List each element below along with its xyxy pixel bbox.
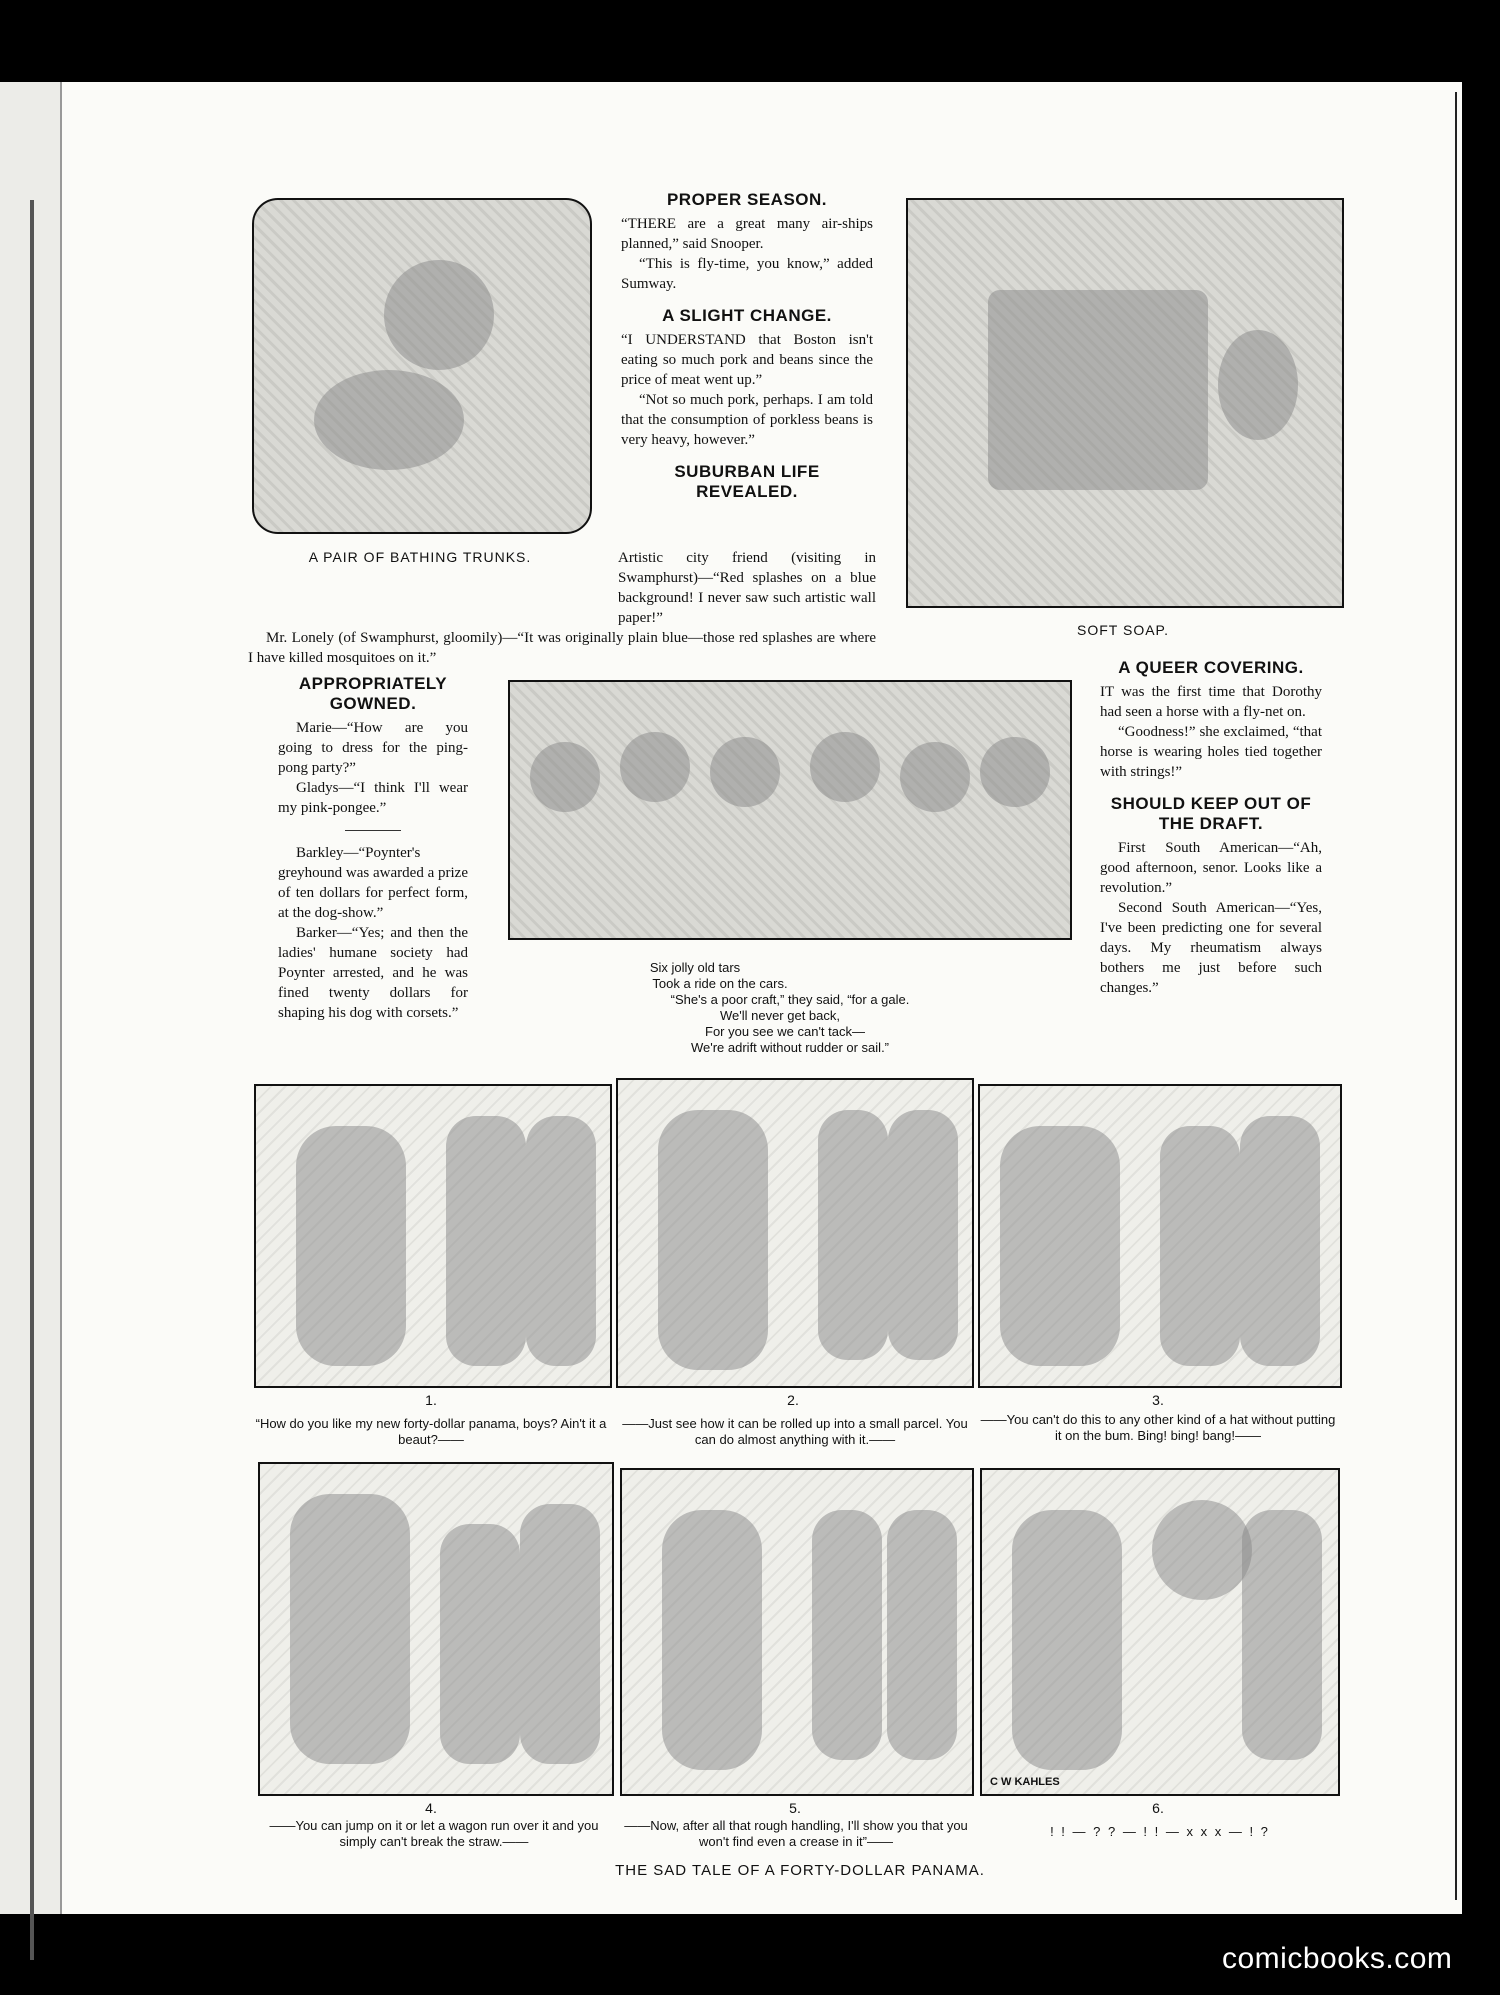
panel-number-6: 6. [1152,1800,1164,1816]
comic-panel-5 [620,1468,974,1796]
comic-panel-2 [616,1078,974,1388]
heading-proper-season: PROPER SEASON. [666,190,828,209]
heading-suburban: SUBURBAN LIFE REVEALED. [674,462,820,501]
site-watermark: comicbooks.com [1222,1942,1453,1975]
text-proper-season-2: “This is fly-time, you know,” added Sumway. [621,256,873,292]
divider [345,830,401,831]
verse-line-4: We'll never get back, [719,1008,841,1023]
panel-number-4: 4. [425,1800,437,1816]
comic-panel-1 [254,1084,612,1388]
panel-caption-6: ! ! — ? ? — ! ! — x x x — ! ? [1050,1824,1270,1839]
heading-slight-change: A SLIGHT CHANGE. [662,306,832,325]
text-proper-season-1: “THERE are a great many air-ships planned,” said Snooper. [621,216,873,252]
verse-six-tars [560,960,1020,1056]
heading-appropriately-gowned: APPROPRIATELY GOWNED. [298,674,448,713]
comic-panel-6 [980,1468,1340,1796]
panel-number-1: 1. [425,1392,437,1408]
comic-panel-4 [258,1462,614,1796]
caption-soft-soap: SOFT SOAP. [1077,622,1169,638]
text-suburban [248,548,876,668]
verse-line-5: For you see we can't tack— [705,1024,865,1039]
panel-number-2: 2. [787,1392,799,1408]
text-queer-1: IT was the first time that Dorothy had seen a horse with a fly-net on. [1100,684,1322,720]
verse-line-6: We're adrift without rudder or sail.” [690,1040,890,1055]
panel-caption-1: “How do you like my new forty-dollar panama, boys? Ain't it a beaut?—— [255,1416,607,1447]
text-draft-2: Second South American—“Yes, I've been predicting one for several days. My rheumatism always bothers me just before such changes.” [1100,900,1322,996]
verse-line-2: Took a ride on the cars. [652,976,788,991]
binding-thread [30,200,34,1960]
text-suburban-2: Mr. Lonely (of Swamphurst, gloomily)—“It was originally plain blue—those red splashes are where I have killed mosquitoes on it.” [248,630,876,666]
caption-bathing-trunks: A PAIR OF BATHING TRUNKS. [308,549,532,565]
text-slight-change-2: “Not so much pork, perhaps. I am told that the consumption of porkless beans is very heavy, however.” [621,392,873,448]
illustration-soft-soap [906,198,1344,608]
strip-title: THE SAD TALE OF A FORTY-DOLLAR PANAMA. [615,1862,985,1879]
verse-line-1: Six jolly old tars [649,960,741,975]
text-suburban-1: Artistic city friend (visiting in Swamphurst)—“Red splashes on a blue background! I never saw such artistic wall paper!” [618,550,876,626]
text-draft-1: First South American—“Ah, good afternoon, senor. Looks like a revolution.” [1100,840,1322,896]
illustration-six-tars [508,680,1072,940]
text-slight-change-1: “I UNDERSTAND that Boston isn't eating so much pork and beans since the price of meat went up.” [621,332,873,388]
text-queer-2: “Goodness!” she exclaimed, “that horse is wearing holes tied together with strings!” [1100,724,1322,780]
artist-signature: C W KAHLES [990,1776,1060,1788]
heading-queer-covering: A QUEER COVERING. [1118,658,1304,677]
panel-caption-2: ——Just see how it can be rolled up into a small parcel. You can do almost anything with it.—— [622,1416,968,1447]
panel-caption-5: ——Now, after all that rough handling, I'll show you that you won't find even a crease in it”—— [624,1818,968,1849]
text-appropriately-1: Marie—“How are you going to dress for the ping-pong party?” [278,720,468,776]
column-queer-covering [1100,658,1322,998]
panel-number-3: 3. [1152,1392,1164,1408]
panel-number-5: 5. [789,1800,801,1816]
text-appropriately-3: Barkley—“Poynter's greyhound was awarded a prize of ten dollars for perfect form, at the dog-show.” [278,845,468,921]
text-appropriately-2: Gladys—“I think I'll wear my pink-pongee.” [278,780,468,816]
illustration-bathing-trunks [252,198,592,534]
panel-caption-3: ——You can't do this to any other kind of a hat without putting it on the bum. Bing! bing! bang!—— [980,1412,1336,1443]
column-top-center [621,190,873,502]
comic-panel-3 [978,1084,1342,1388]
text-appropriately-4: Barker—“Yes; and then the ladies' humane society had Poynter arrested, and he was fined twenty dollars for shaping his dog with corsets.” [278,925,468,1021]
heading-keep-out-of-draft: SHOULD KEEP OUT OF THE DRAFT. [1110,794,1312,833]
panel-caption-4: ——You can jump on it or let a wagon run over it and you simply can't break the straw.—— [269,1818,599,1849]
column-appropriately-gowned [278,674,468,1023]
verse-line-3: “She's a poor craft,” they said, “for a gale. [670,992,910,1007]
